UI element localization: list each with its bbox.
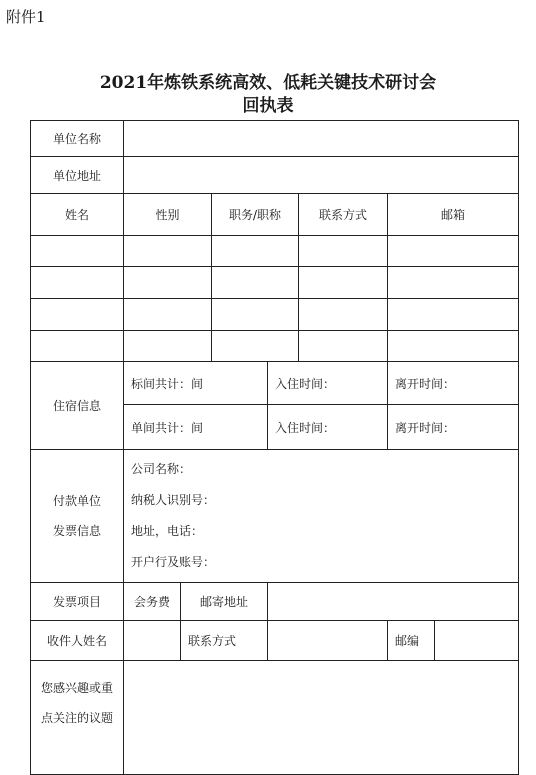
topics-label-line1: 您感兴趣或重 [40, 681, 113, 695]
bank-account-field[interactable]: 开户行及账号： [131, 555, 216, 569]
topics-row [31, 661, 519, 775]
contact-field[interactable] [268, 621, 388, 661]
unit-address-row [31, 157, 519, 194]
page-title: 2021年炼铁系统高效、低耗关键技术研讨会 [99, 73, 437, 93]
invoice-label-line1: 付款单位 [52, 494, 101, 508]
option-mailing-address[interactable]: 邮寄地址 [181, 583, 268, 621]
unit-address-field[interactable] [124, 157, 519, 194]
lodging-label: 住宿信息 [31, 362, 124, 450]
unit-name-label: 单位名称 [31, 121, 124, 157]
attendee-email-cell[interactable] [388, 267, 519, 299]
attendee-gender-cell[interactable] [124, 267, 212, 299]
lodging-row-double [31, 362, 519, 405]
unit-name-field[interactable] [124, 121, 519, 157]
recipient-row [31, 621, 519, 661]
attendee-email-cell[interactable] [388, 299, 519, 331]
invoice-label-line2: 发票信息 [52, 524, 101, 538]
double-checkin-time[interactable]: 入住时间： [268, 362, 388, 405]
unit-name-row [31, 121, 519, 157]
invoice-info-fields [124, 450, 519, 583]
attendee-title-cell[interactable] [212, 331, 299, 362]
attendee-contact-cell[interactable] [299, 236, 388, 267]
page-subtitle: 回执表 [242, 96, 294, 116]
postcode-label: 邮编 [388, 621, 435, 661]
invoice-item-label: 发票项目 [31, 583, 124, 621]
topics-field[interactable] [124, 661, 519, 775]
attendee-name-cell[interactable] [31, 236, 124, 267]
header-gender: 性别 [124, 194, 212, 236]
attendee-gender-cell[interactable] [124, 299, 212, 331]
mailing-address-field[interactable] [268, 583, 519, 621]
single-checkin-time[interactable]: 入住时间： [268, 405, 388, 450]
topics-label [31, 661, 124, 775]
attendee-contact-cell[interactable] [299, 331, 388, 362]
header-email: 邮箱 [388, 194, 519, 236]
attendee-title-cell[interactable] [212, 267, 299, 299]
recipient-label: 收件人姓名 [31, 621, 124, 661]
attendee-contact-cell[interactable] [299, 299, 388, 331]
topics-label-line2: 点关注的议题 [40, 711, 113, 725]
attendee-name-cell[interactable] [31, 267, 124, 299]
postcode-field[interactable] [435, 621, 519, 661]
single-room-count[interactable]: 单间共计：间 [124, 405, 268, 450]
company-name-field[interactable]: 公司名称： [131, 462, 192, 476]
attachment-label: 附件1 [6, 8, 46, 26]
invoice-item-row [31, 583, 519, 621]
attendee-name-cell[interactable] [31, 331, 124, 362]
attendee-title-cell[interactable] [212, 299, 299, 331]
double-checkout-time[interactable]: 离开时间： [388, 362, 519, 405]
attendee-gender-cell[interactable] [124, 331, 212, 362]
header-contact: 联系方式 [299, 194, 388, 236]
attendee-row [31, 267, 519, 299]
single-checkout-time[interactable]: 离开时间： [388, 405, 519, 450]
attendee-row [31, 331, 519, 362]
attendee-gender-cell[interactable] [124, 236, 212, 267]
header-name: 姓名 [31, 194, 124, 236]
attendee-name-cell[interactable] [31, 299, 124, 331]
header-row [31, 194, 519, 236]
recipient-name-field[interactable] [124, 621, 181, 661]
attendee-title-cell[interactable] [212, 236, 299, 267]
registration-form [30, 120, 519, 775]
double-room-count[interactable]: 标间共计：间 [124, 362, 268, 405]
attendee-row [31, 299, 519, 331]
unit-address-label: 单位地址 [31, 157, 124, 194]
attendee-row [31, 236, 519, 267]
header-title: 职务/职称 [212, 194, 299, 236]
attendee-email-cell[interactable] [388, 236, 519, 267]
attendee-contact-cell[interactable] [299, 267, 388, 299]
attendee-email-cell[interactable] [388, 331, 519, 362]
address-phone-field[interactable]: 地址，电话： [131, 524, 204, 538]
taxpayer-id-field[interactable]: 纳税人识别号： [131, 493, 216, 507]
invoice-info-row [31, 450, 519, 583]
option-meeting-fee[interactable]: 会务费 [124, 583, 181, 621]
invoice-info-label [31, 450, 124, 583]
contact-label: 联系方式 [181, 621, 268, 661]
